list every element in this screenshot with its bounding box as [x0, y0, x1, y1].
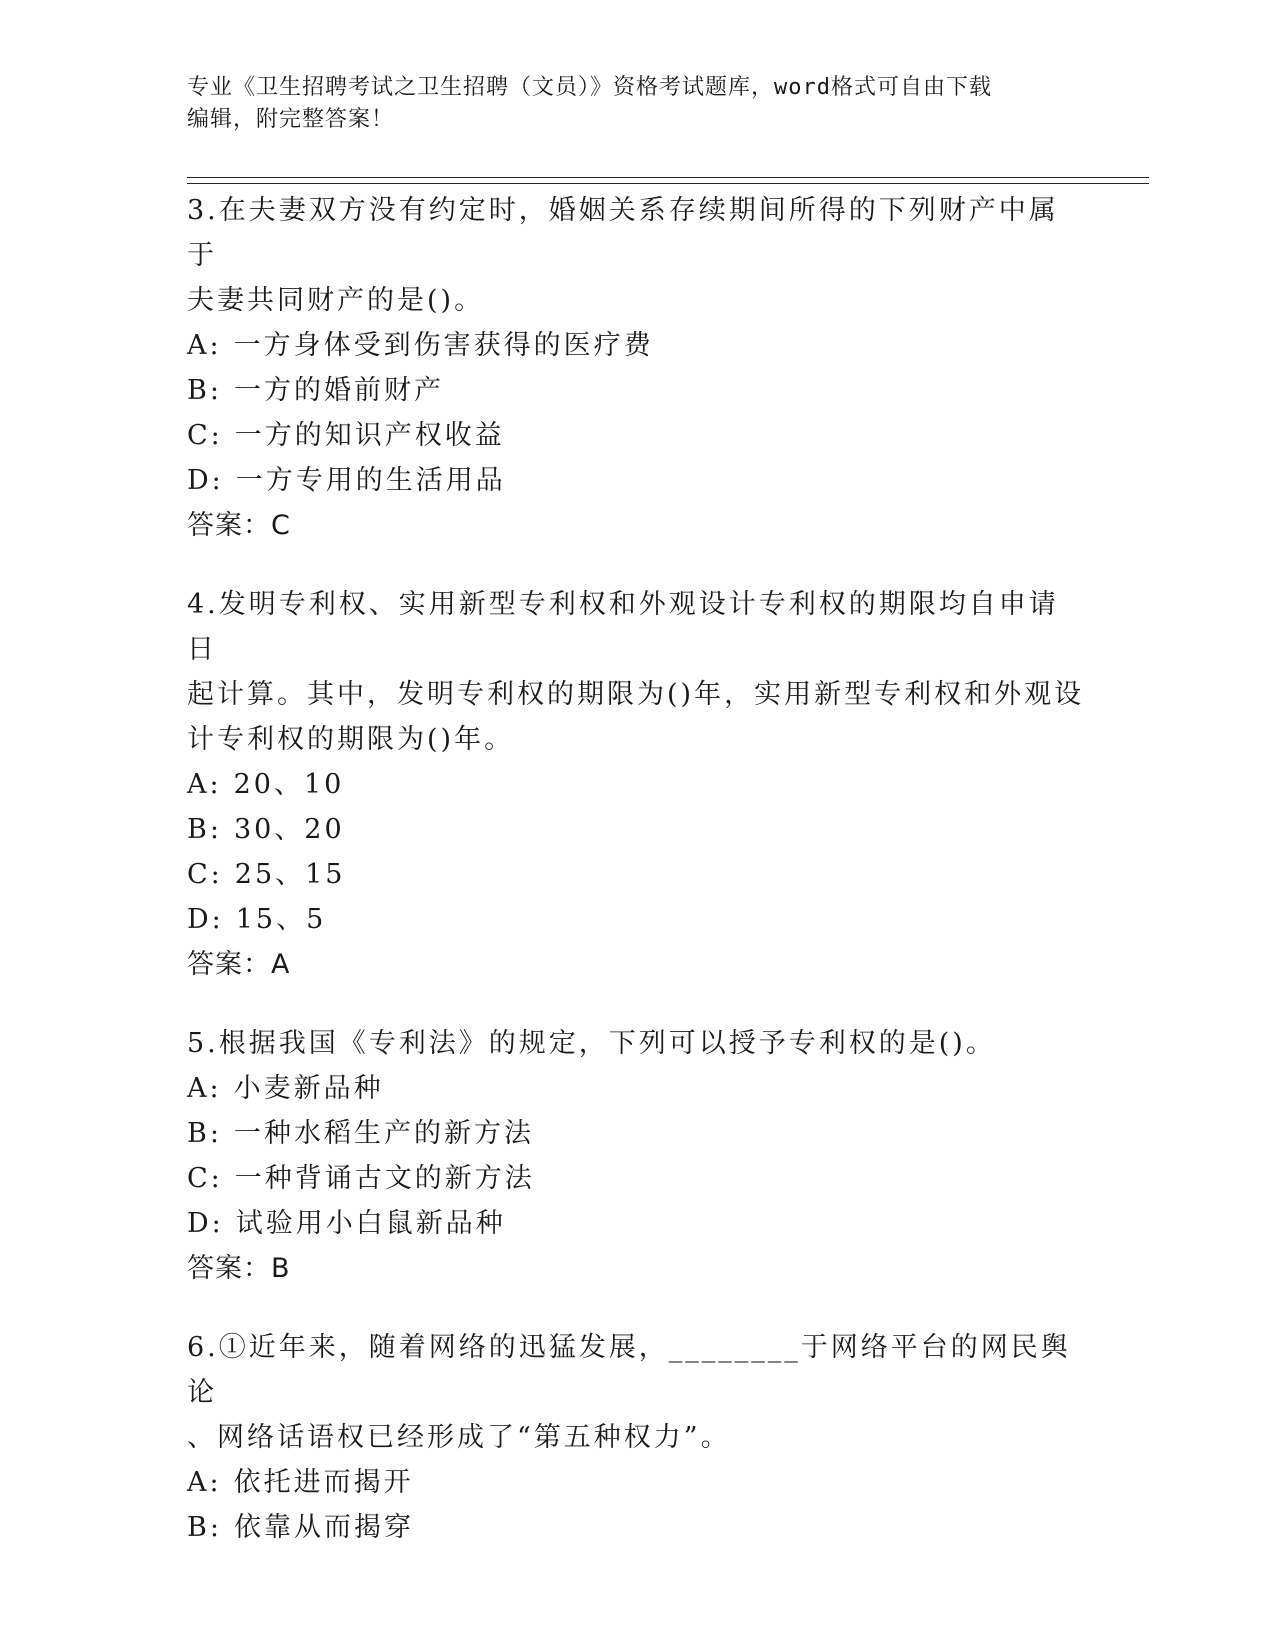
option-text: 依托进而揭开 — [233, 1467, 414, 1498]
option-key: B: — [187, 1118, 222, 1149]
option-text: 依靠从而揭穿 — [233, 1512, 414, 1543]
answer-option — [187, 762, 1087, 807]
question-stem-line: 计专利权的期限为()年。 — [187, 724, 515, 755]
option-key: D: — [187, 1208, 224, 1239]
question-stem-line: 夫妻共同财产的是()。 — [187, 285, 485, 316]
option-key: A: — [187, 769, 222, 800]
header-divider-bottom — [187, 183, 1149, 184]
answer-option — [187, 1156, 1087, 1201]
question-list — [187, 188, 1087, 1584]
option-key: A: — [187, 1467, 222, 1498]
header-line-2: 编辑，附完整答案！ — [187, 107, 395, 132]
option-text: 一方身体受到伤害获得的医疗费 — [233, 330, 654, 361]
question-stem-line: 、网络话语权已经形成了“第五种权力”。 — [187, 1422, 731, 1453]
answer-option — [187, 323, 1087, 368]
document-header — [187, 72, 1087, 136]
option-key: D: — [187, 465, 224, 496]
question-stem-line: 起计算。其中，发明专利权的期限为()年，实用新型专利权和外观设 — [187, 679, 1085, 710]
answer-option — [187, 1111, 1087, 1156]
question-block — [187, 188, 1087, 548]
answer-option — [187, 368, 1087, 413]
answer-option — [187, 1505, 1087, 1550]
option-text: 一种背诵古文的新方法 — [234, 1163, 535, 1194]
answer-option — [187, 897, 1087, 942]
answer-option — [187, 458, 1087, 503]
answer-option — [187, 413, 1087, 458]
question-block — [187, 582, 1087, 987]
answer-line: 答案：A — [187, 949, 291, 980]
question-stem-line: 3.在夫妻双方没有约定时，婚姻关系存续期间所得的下列财产中属于 — [187, 195, 1059, 271]
answer-option — [187, 807, 1087, 852]
option-text: 15、5 — [235, 904, 327, 935]
option-text: 小麦新品种 — [233, 1073, 384, 1104]
option-text: 30、20 — [233, 814, 345, 845]
option-key: B: — [187, 1512, 222, 1543]
header-line-1: 专业《卫生招聘考试之卫生招聘（文员）》资格考试题库，word格式可自由下载 — [187, 75, 992, 100]
answer-line: 答案：B — [187, 1253, 291, 1284]
answer-option — [187, 1460, 1087, 1505]
option-key: C: — [187, 859, 223, 890]
header-divider-top — [187, 177, 1149, 178]
question-stem-line: 6.①近年来，随着网络的迅猛发展，________于网络平台的网民舆论 — [187, 1332, 1071, 1408]
answer-option — [187, 1201, 1087, 1246]
option-key: B: — [187, 814, 222, 845]
answer-line: 答案：C — [187, 510, 291, 541]
option-text: 一种水稻生产的新方法 — [233, 1118, 534, 1149]
option-text: 一方专用的生活用品 — [235, 465, 506, 496]
option-text: 20、10 — [233, 769, 345, 800]
question-stem-line: 5.根据我国《专利法》的规定，下列可以授予专利权的是()。 — [187, 1028, 996, 1059]
answer-option — [187, 1066, 1087, 1111]
answer-option — [187, 852, 1087, 897]
option-key: D: — [187, 904, 224, 935]
question-block — [187, 1021, 1087, 1291]
option-key: A: — [187, 1073, 222, 1104]
question-block — [187, 1325, 1087, 1550]
option-text: 试验用小白鼠新品种 — [235, 1208, 506, 1239]
option-text: 一方的知识产权收益 — [234, 420, 505, 451]
question-stem-line: 4.发明专利权、实用新型专利权和外观设计专利权的期限均自申请日 — [187, 589, 1059, 665]
option-text: 一方的婚前财产 — [233, 375, 444, 406]
option-key: C: — [187, 420, 223, 451]
option-key: C: — [187, 1163, 223, 1194]
option-key: A: — [187, 330, 222, 361]
option-key: B: — [187, 375, 222, 406]
option-text: 25、15 — [234, 859, 346, 890]
